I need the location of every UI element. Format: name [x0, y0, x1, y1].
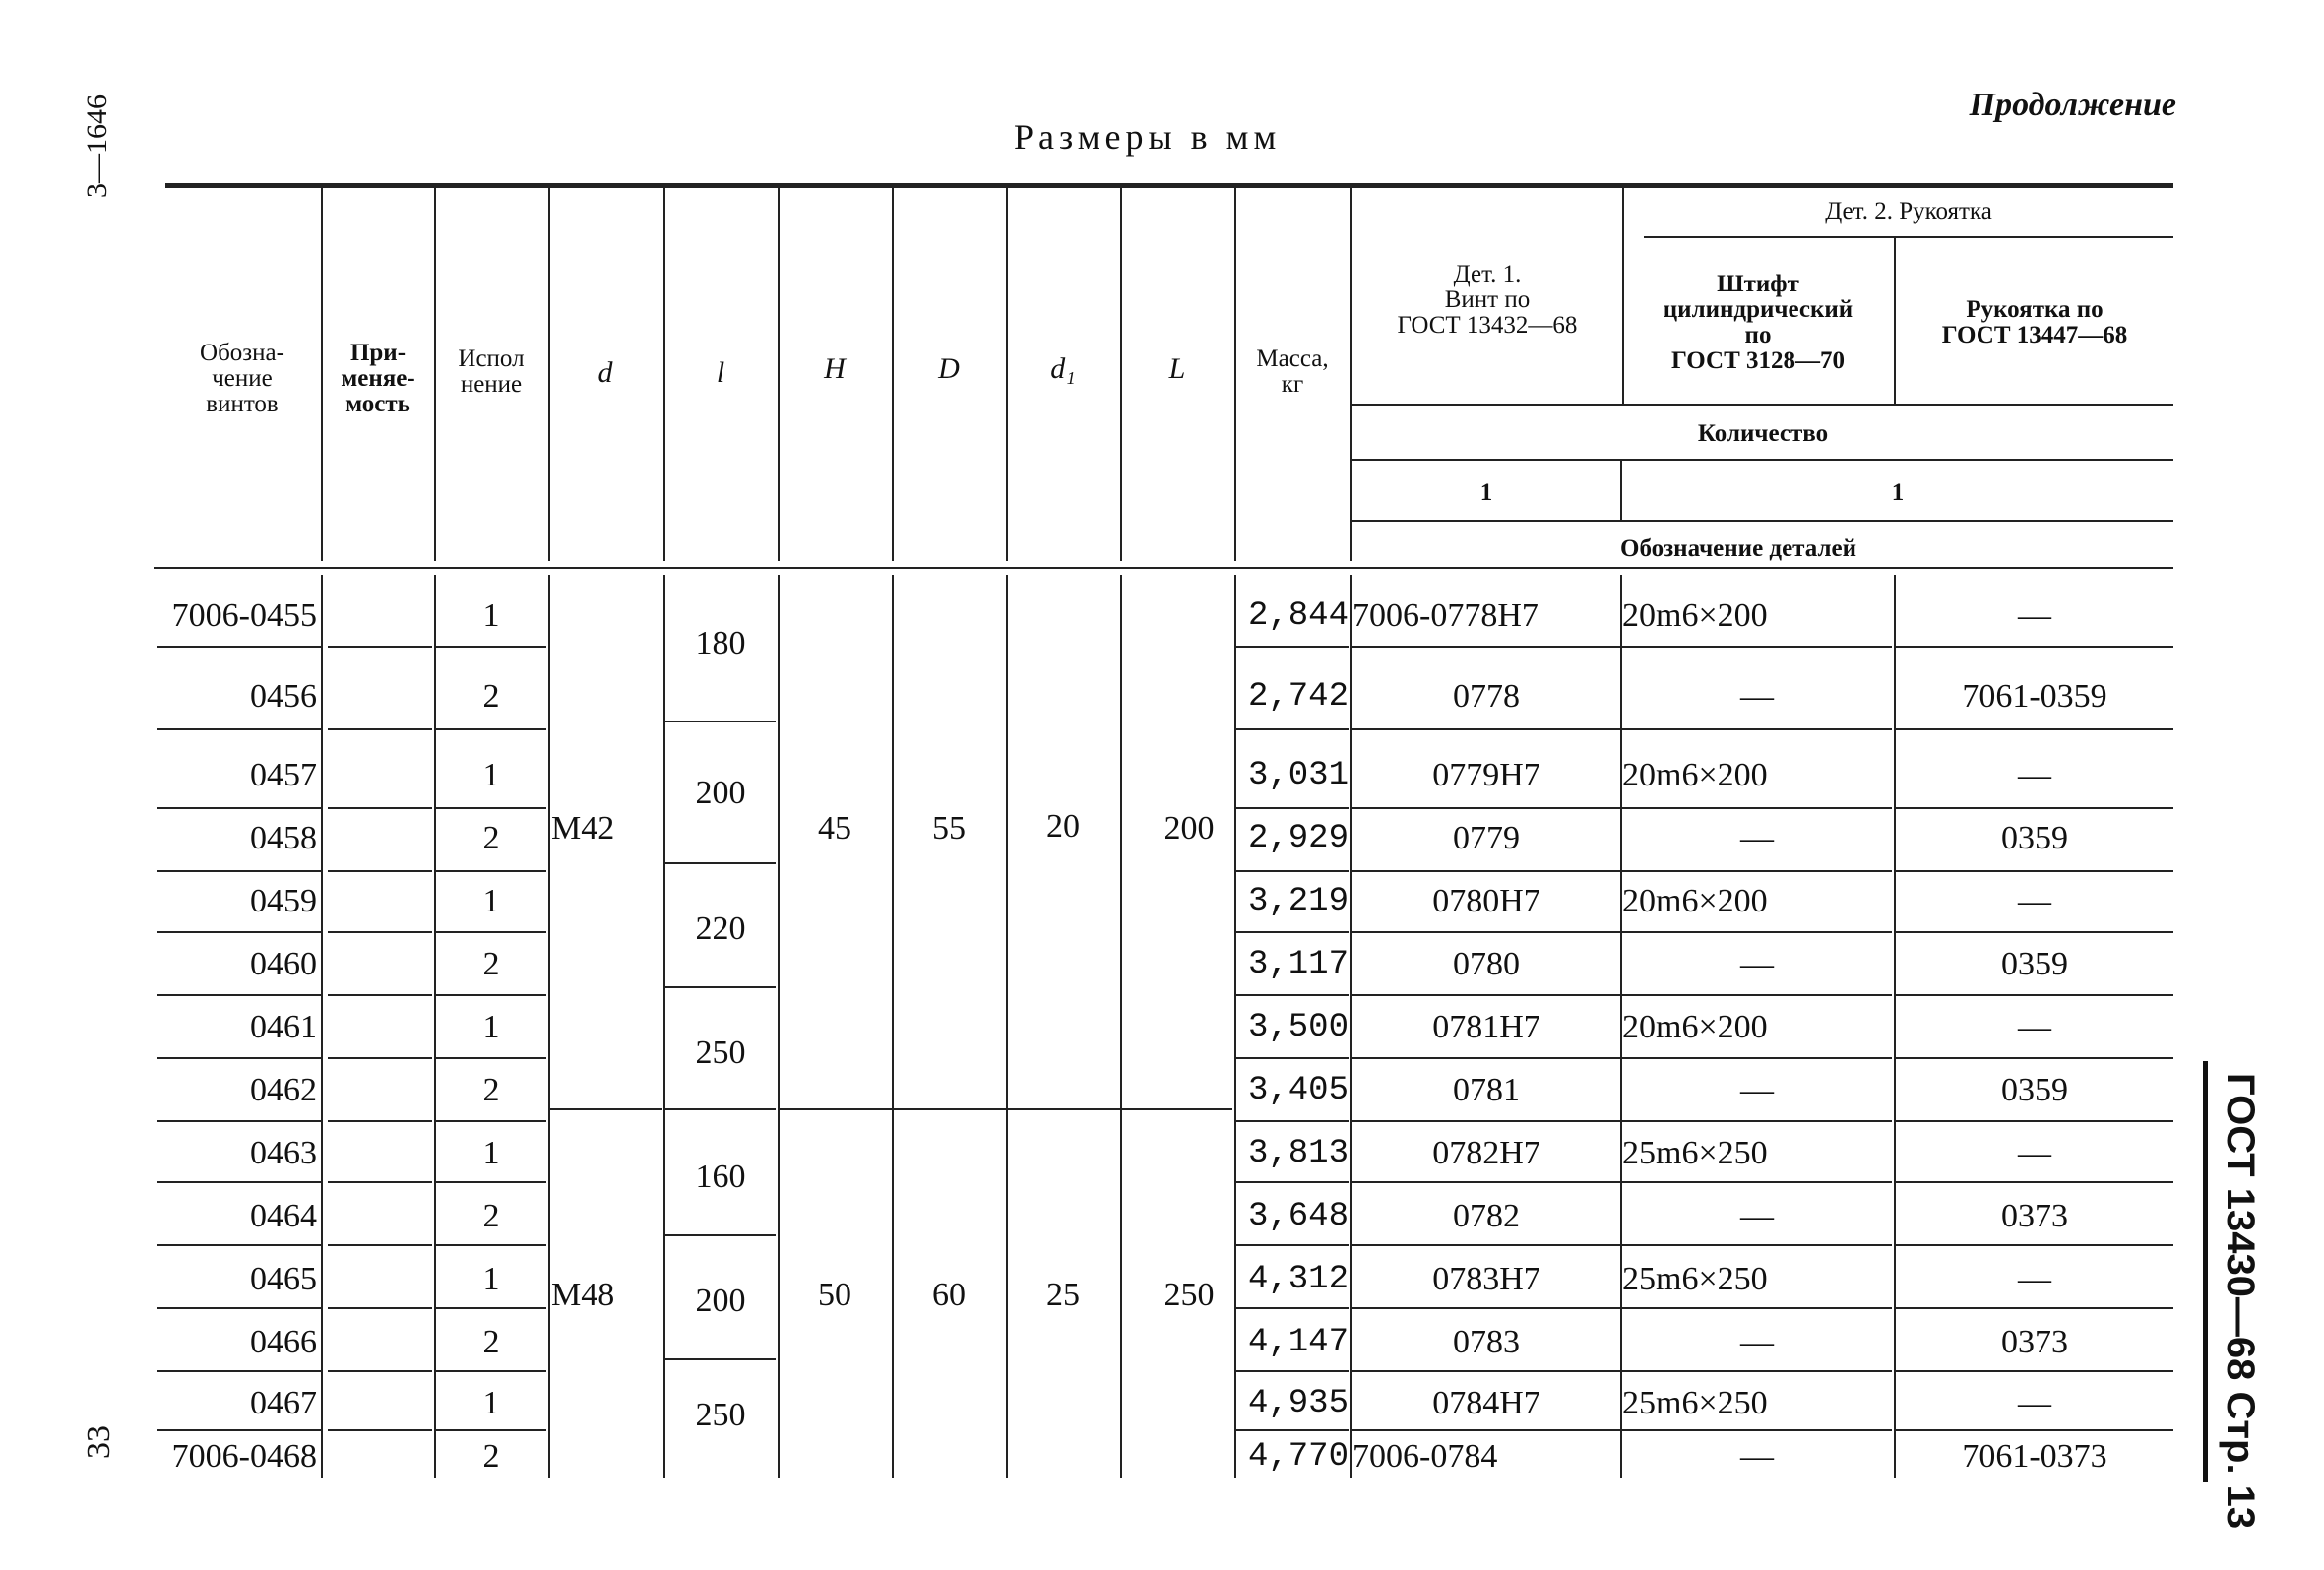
d-value: M42 [551, 810, 615, 847]
cell-handle: — [2018, 1135, 2051, 1171]
row-rule [436, 1057, 546, 1059]
cell-pin: 25m6×250 [1622, 1385, 1768, 1421]
col-rule [1120, 575, 1122, 1478]
row-rule [328, 994, 432, 996]
cell-pin: 20m6×200 [1622, 597, 1768, 634]
l-value: 200 [695, 775, 746, 811]
row-rule [328, 1120, 432, 1122]
row-rule [157, 1370, 321, 1372]
row-rule [328, 728, 432, 730]
row-rule [157, 646, 321, 648]
row-rule [1236, 1244, 1349, 1246]
group-rule [548, 1108, 662, 1110]
cell-part1: 0780 [1453, 946, 1520, 982]
row-rule [1236, 1370, 1349, 1372]
row-rule [436, 1429, 546, 1431]
row-rule [328, 1181, 432, 1183]
row-rule [1622, 931, 1892, 933]
col-rule [548, 575, 550, 1478]
group-rule [665, 862, 776, 864]
header-applicability: При- меняе- мость [341, 340, 415, 417]
row-rule [1622, 994, 1892, 996]
cell-version: 2 [482, 1198, 500, 1234]
row-rule [1622, 1429, 1892, 1431]
d1-value: 20 [1046, 808, 1080, 845]
cell-mass: 3,117 [1247, 946, 1349, 983]
cell-handle: — [2018, 1385, 2051, 1421]
cell-mass: 2,742 [1247, 678, 1349, 716]
cell-version: 2 [482, 1072, 500, 1108]
cell-mass: 3,405 [1247, 1072, 1349, 1109]
D-value: 55 [932, 810, 966, 847]
row-rule [1352, 870, 1620, 872]
row-rule [1896, 1120, 2173, 1122]
l-value: 250 [695, 1397, 746, 1433]
cell-part1: 0780H7 [1432, 883, 1540, 919]
header-qty-part2: 1 [1891, 479, 1905, 506]
cell-pin: 20m6×200 [1622, 1009, 1768, 1045]
cell-version: 1 [482, 883, 500, 919]
row-rule [1236, 931, 1349, 933]
row-rule [1352, 1057, 1620, 1059]
row-rule [157, 1057, 321, 1059]
cell-pin: — [1740, 946, 1774, 982]
col-rule [434, 575, 436, 1478]
H-value: 45 [818, 810, 851, 847]
cell-version: 2 [482, 820, 500, 856]
cell-mass: 2,929 [1247, 820, 1349, 857]
cell-pin: — [1740, 1072, 1774, 1108]
cell-version: 2 [482, 1438, 500, 1475]
cell-designation: 0463 [250, 1135, 317, 1171]
cell-mass: 3,648 [1247, 1198, 1349, 1235]
cell-version: 2 [482, 1324, 500, 1360]
cell-mass: 3,813 [1247, 1135, 1349, 1172]
cell-version: 1 [482, 1261, 500, 1297]
cell-designation: 0462 [250, 1072, 317, 1108]
l-value: 160 [695, 1159, 746, 1195]
row-rule [157, 1307, 321, 1309]
row-rule [436, 931, 546, 933]
row-rule [436, 728, 546, 730]
units-caption: Размеры в мм [1014, 117, 1282, 157]
col-rule [321, 575, 323, 1478]
cell-version: 1 [482, 757, 500, 793]
cell-part1: 0779H7 [1432, 757, 1540, 793]
table-top-rule [165, 183, 2173, 188]
header-bottom-rule [154, 567, 2173, 569]
header-designation: Обозна- чение винтов [200, 340, 284, 417]
row-rule [157, 1181, 321, 1183]
cell-designation: 0458 [250, 820, 317, 856]
cell-designation: 0456 [250, 678, 317, 715]
cell-handle: — [2018, 883, 2051, 919]
side-right-rule [2203, 1061, 2208, 1482]
cell-designation: 0467 [250, 1385, 317, 1421]
cell-part1: 0778 [1453, 678, 1520, 715]
row-rule [1352, 931, 1620, 933]
row-rule [1896, 1181, 2173, 1183]
header-part2: Дет. 2. Рукоятка [1825, 198, 1992, 224]
row-rule [157, 1120, 321, 1122]
group-rule [665, 721, 776, 722]
row-rule [1352, 728, 1620, 730]
D-value: 60 [932, 1277, 966, 1313]
cell-handle: 0373 [2001, 1324, 2068, 1360]
col-rule [1350, 575, 1352, 1478]
row-rule [1896, 807, 2173, 809]
row-rule [157, 1244, 321, 1246]
cell-handle: 0359 [2001, 820, 2068, 856]
row-rule [1622, 1307, 1892, 1309]
cell-pin: 20m6×200 [1622, 883, 1768, 919]
cell-designation: 0459 [250, 883, 317, 919]
row-rule [1896, 994, 2173, 996]
cell-part1: 7006-0778H7 [1352, 597, 1539, 634]
row-rule [1352, 1244, 1620, 1246]
header-part1: Дет. 1. Винт по ГОСТ 13432—68 [1397, 261, 1578, 339]
row-rule [436, 1244, 546, 1246]
cell-version: 2 [482, 678, 500, 715]
row-rule [1236, 1120, 1349, 1122]
row-rule [1896, 1307, 2173, 1309]
row-rule [1236, 1429, 1349, 1431]
cell-part1: 0781H7 [1432, 1009, 1540, 1045]
cell-part1: 0784H7 [1432, 1385, 1540, 1421]
side-code: 3—1646 [81, 94, 113, 198]
row-rule [1622, 1057, 1892, 1059]
cell-handle: — [2018, 1261, 2051, 1297]
cell-mass: 4,770 [1247, 1438, 1349, 1476]
row-rule [1622, 1244, 1892, 1246]
cell-designation: 0461 [250, 1009, 317, 1045]
H-value: 50 [818, 1277, 851, 1313]
cell-handle: 0359 [2001, 1072, 2068, 1108]
row-rule [1236, 1057, 1349, 1059]
row-rule [436, 1181, 546, 1183]
cell-version: 1 [482, 1385, 500, 1421]
row-rule [1896, 646, 2173, 648]
col-rule [663, 575, 665, 1478]
group-rule [665, 986, 776, 988]
cell-handle: 7061-0373 [1962, 1438, 2107, 1475]
cell-designation: 0464 [250, 1198, 317, 1234]
header-version: Испол нение [458, 345, 525, 398]
cell-designation: 0465 [250, 1261, 317, 1297]
header-mass: Масса, кг [1256, 345, 1329, 398]
cell-designation: 0466 [250, 1324, 317, 1360]
cell-pin: — [1740, 1324, 1774, 1360]
row-rule [1352, 1370, 1620, 1372]
d1-value: 25 [1046, 1277, 1080, 1313]
rule [1350, 520, 2173, 522]
row-rule [1622, 807, 1892, 809]
row-rule [328, 1057, 432, 1059]
cell-version: 2 [482, 946, 500, 982]
row-rule [1352, 1181, 1620, 1183]
cell-part1: 0783 [1453, 1324, 1520, 1360]
row-rule [1352, 646, 1620, 648]
row-rule [436, 1307, 546, 1309]
col-rule [1620, 575, 1622, 1478]
row-rule [1622, 728, 1892, 730]
group-rule [665, 1108, 776, 1110]
group-rule [665, 1358, 776, 1360]
row-rule [1896, 1244, 2173, 1246]
row-rule [1236, 1181, 1349, 1183]
l-value: 200 [695, 1283, 746, 1319]
row-rule [1622, 1120, 1892, 1122]
cell-mass: 3,219 [1247, 883, 1349, 920]
row-rule [328, 1429, 432, 1431]
row-rule [1896, 931, 2173, 933]
header-D: D [938, 352, 960, 385]
cell-part1: 0782H7 [1432, 1135, 1540, 1171]
row-rule [157, 728, 321, 730]
header-quantity: Количество [1697, 420, 1829, 447]
group-rule [780, 1108, 1232, 1110]
page-number-left: 33 [81, 1425, 117, 1459]
cell-pin: — [1740, 1198, 1774, 1234]
d-value: M48 [551, 1277, 615, 1313]
row-rule [328, 870, 432, 872]
row-rule [1352, 994, 1620, 996]
cell-pin: 20m6×200 [1622, 757, 1768, 793]
row-rule [1896, 1370, 2173, 1372]
standard-page-label: ГОСТ 13430—68 Стр. 13 [2219, 1073, 2262, 1530]
L-value: 250 [1163, 1277, 1215, 1313]
col-rule [1006, 575, 1008, 1478]
row-rule [436, 807, 546, 809]
rule [1350, 459, 2173, 461]
row-rule [1236, 994, 1349, 996]
cell-handle: — [2018, 1009, 2051, 1045]
l-value: 250 [695, 1035, 746, 1071]
cell-designation: 0460 [250, 946, 317, 982]
L-value: 200 [1163, 810, 1215, 847]
cell-mass: 3,031 [1247, 757, 1349, 794]
row-rule [436, 994, 546, 996]
row-rule [1352, 1429, 1620, 1431]
row-rule [328, 931, 432, 933]
header-pin: Штифт цилиндрический по ГОСТ 3128—70 [1663, 271, 1853, 374]
col-rule [1234, 575, 1236, 1478]
row-rule [436, 646, 546, 648]
row-rule [436, 1370, 546, 1372]
cell-pin: — [1740, 820, 1774, 856]
row-rule [157, 994, 321, 996]
row-rule [436, 870, 546, 872]
row-rule [1236, 646, 1349, 648]
header-L: L [1168, 352, 1186, 385]
row-rule [157, 807, 321, 809]
cell-part1: 0781 [1453, 1072, 1520, 1108]
row-rule [1352, 1307, 1620, 1309]
cell-part1: 7006-0784 [1352, 1438, 1498, 1475]
row-rule [1236, 728, 1349, 730]
cell-mass: 3,500 [1247, 1009, 1349, 1046]
rule [1350, 404, 2173, 406]
cell-designation: 7006-0455 [171, 597, 317, 634]
cell-handle: — [2018, 597, 2051, 634]
row-rule [157, 931, 321, 933]
cell-handle: 0359 [2001, 946, 2068, 982]
cell-designation: 0457 [250, 757, 317, 793]
row-rule [328, 646, 432, 648]
row-rule [1622, 870, 1892, 872]
cell-part1: 0779 [1453, 820, 1520, 856]
row-rule [1896, 870, 2173, 872]
row-rule [436, 1120, 546, 1122]
row-rule [328, 1370, 432, 1372]
cell-handle: — [2018, 757, 2051, 793]
cell-part1: 0783H7 [1432, 1261, 1540, 1297]
cell-version: 1 [482, 1009, 500, 1045]
row-rule [328, 807, 432, 809]
cell-pin: 25m6×250 [1622, 1261, 1768, 1297]
l-value: 220 [695, 911, 746, 947]
cell-pin: 25m6×250 [1622, 1135, 1768, 1171]
row-rule [1352, 1120, 1620, 1122]
row-rule [1622, 646, 1892, 648]
cell-pin: — [1740, 1438, 1774, 1475]
header-handle: Рукоятка по ГОСТ 13447—68 [1941, 296, 2128, 348]
header-H: H [824, 352, 846, 385]
header-d: d [597, 356, 613, 389]
header-d1: d₁ [1050, 352, 1076, 385]
row-rule [1896, 1429, 2173, 1431]
group-rule [665, 1234, 776, 1236]
header-parts-designation: Обозначение деталей [1620, 535, 1856, 562]
row-rule [1622, 1370, 1892, 1372]
cell-handle: 7061-0359 [1962, 678, 2107, 715]
l-value: 180 [695, 625, 746, 661]
row-rule [1352, 807, 1620, 809]
rule [1644, 236, 2173, 238]
row-rule [1236, 870, 1349, 872]
cell-mass: 4,935 [1247, 1385, 1349, 1422]
row-rule [1896, 1057, 2173, 1059]
cell-version: 1 [482, 597, 500, 634]
cell-mass: 4,312 [1247, 1261, 1349, 1298]
header-qty-part1: 1 [1479, 479, 1493, 506]
continuation-label: Продолжение [1969, 87, 2176, 123]
row-rule [1622, 1181, 1892, 1183]
row-rule [328, 1244, 432, 1246]
col-rule [778, 575, 780, 1478]
cell-mass: 4,147 [1247, 1324, 1349, 1361]
cell-pin: — [1740, 678, 1774, 715]
cell-version: 1 [482, 1135, 500, 1171]
cell-mass: 2,844 [1247, 597, 1349, 635]
row-rule [1896, 728, 2173, 730]
col-rule [1894, 575, 1896, 1478]
row-rule [157, 1429, 321, 1431]
header-l: l [716, 356, 725, 389]
cell-part1: 0782 [1453, 1198, 1520, 1234]
cell-designation: 7006-0468 [171, 1438, 317, 1475]
col-rule [892, 575, 894, 1478]
row-rule [157, 870, 321, 872]
cell-handle: 0373 [2001, 1198, 2068, 1234]
row-rule [328, 1307, 432, 1309]
